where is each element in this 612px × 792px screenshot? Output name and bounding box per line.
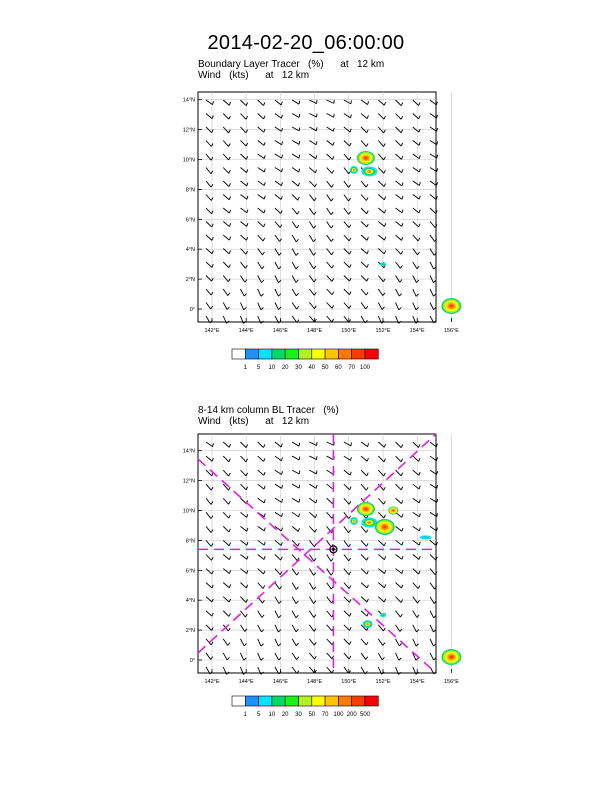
crosshair-center-dot bbox=[332, 548, 335, 551]
colorbar-label: 5 bbox=[256, 365, 261, 371]
lon-tick-label: 148°E bbox=[307, 328, 323, 334]
colorbar-label: 1 bbox=[243, 712, 247, 718]
colorbar-swatch bbox=[312, 349, 325, 359]
colorbar-swatch bbox=[259, 349, 272, 359]
tracer-contour bbox=[383, 526, 386, 529]
map-frame bbox=[198, 434, 436, 673]
lat-tick-label: 10°N bbox=[182, 157, 195, 164]
lon-tick-label: 142°E bbox=[204, 679, 220, 685]
colorbar-swatch bbox=[325, 349, 338, 359]
colorbar-label: 50 bbox=[308, 712, 316, 718]
tracer-contour bbox=[450, 656, 453, 659]
tracer-blob-north-east bbox=[388, 507, 398, 515]
wind-barb-feather bbox=[299, 127, 300, 130]
colorbar-label: 100 bbox=[333, 712, 344, 718]
colorbar-label: 50 bbox=[321, 365, 329, 371]
colorbar-swatch bbox=[365, 696, 378, 706]
colorbar-swatch bbox=[299, 696, 312, 706]
colorbar-swatch bbox=[365, 349, 378, 359]
panel1-colorbar bbox=[220, 345, 400, 385]
tracer-contour bbox=[366, 623, 369, 625]
lat-tick-label: 2°N bbox=[185, 628, 195, 635]
wind-barb-feather bbox=[299, 114, 300, 117]
lon-tick-label: 148°E bbox=[307, 679, 323, 685]
lon-tick-label: 146°E bbox=[272, 328, 288, 334]
tracer-blob-west bbox=[350, 166, 358, 174]
wind-barb-feather bbox=[351, 442, 352, 445]
wind-barb-feather bbox=[436, 115, 437, 118]
wind-barb-feather bbox=[437, 513, 438, 516]
colorbar-swatch bbox=[338, 349, 351, 359]
tracer-contour bbox=[367, 170, 371, 173]
lon-tick-label: 154°E bbox=[409, 328, 425, 334]
panel2-colorbar bbox=[220, 692, 400, 732]
tracer-contour bbox=[364, 157, 367, 159]
tracer-blob-north bbox=[357, 151, 375, 165]
colorbar-label: 70 bbox=[321, 712, 329, 718]
lat-tick-label: 8°N bbox=[185, 538, 195, 545]
colorbar-label: 40 bbox=[308, 365, 316, 371]
wind-barb-feather bbox=[299, 141, 300, 144]
wind-barb-feather bbox=[437, 155, 438, 158]
colorbar-swatch bbox=[338, 696, 351, 706]
tracer-contour bbox=[382, 614, 385, 616]
panel1-subtitle-line2: Wind (kts) at 12 km bbox=[198, 70, 310, 81]
colorbar-label: 60 bbox=[335, 365, 342, 371]
colorbar-swatch bbox=[312, 696, 325, 706]
colorbar-swatch bbox=[245, 349, 258, 359]
tracer-contour bbox=[450, 305, 453, 308]
lat-tick-label: 8°N bbox=[185, 187, 195, 194]
wind-barb-feather bbox=[437, 471, 438, 474]
lat-tick-label: 12°N bbox=[182, 478, 195, 485]
panel2-subtitle-line1: 8-14 km column BL Tracer (%) bbox=[198, 405, 339, 416]
panel1-subtitle-line1: Boundary Layer Tracer (%) at 12 km bbox=[198, 59, 385, 70]
lat-tick-label: 14°N bbox=[182, 97, 195, 104]
tracer-contour bbox=[423, 536, 429, 538]
lat-tick-label: 0° bbox=[189, 658, 195, 664]
colorbar-swatch bbox=[272, 349, 285, 359]
colorbar-label: 100 bbox=[359, 365, 371, 371]
wind-barb-feather bbox=[437, 499, 438, 502]
colorbar-label: 30 bbox=[295, 365, 302, 371]
lat-tick-label: 6°N bbox=[185, 217, 195, 224]
tracer-blob-core bbox=[375, 519, 395, 535]
tracer-blob-east bbox=[420, 535, 432, 539]
tracer-blob-equator bbox=[441, 649, 461, 665]
tracer-blob-equator bbox=[441, 298, 461, 314]
colorbar-swatch bbox=[325, 696, 338, 706]
wind-barb-feather bbox=[437, 141, 438, 144]
panel2-subtitle-line2: Wind (kts) at 12 km bbox=[198, 416, 310, 427]
lat-tick-label: 10°N bbox=[182, 508, 195, 515]
lon-tick-label: 150°E bbox=[341, 679, 357, 685]
main-title: 2014-02-20_06:00:00 bbox=[207, 32, 405, 54]
tracer-blob-small bbox=[380, 613, 386, 617]
colorbar-swatch bbox=[299, 349, 312, 359]
wind-barb-feather bbox=[437, 128, 438, 131]
colorbar-label: 20 bbox=[281, 365, 289, 371]
lon-tick-label: 150°E bbox=[341, 328, 357, 334]
wind-barb-feather bbox=[334, 114, 335, 117]
lon-tick-label: 152°E bbox=[375, 679, 391, 685]
colorbar-label: 1 bbox=[243, 365, 247, 371]
tracer-contour bbox=[392, 510, 394, 511]
wind-barb-feather bbox=[436, 457, 437, 460]
colorbar-swatch bbox=[259, 696, 272, 706]
wind-barb-feather bbox=[437, 485, 438, 488]
tracer-blob-north bbox=[357, 502, 375, 516]
panel1-map bbox=[160, 85, 459, 345]
panel2-map bbox=[160, 430, 459, 692]
colorbar-label: 5 bbox=[256, 712, 261, 718]
wind-barb-feather bbox=[437, 182, 438, 185]
lat-tick-label: 0° bbox=[189, 307, 195, 313]
colorbar-swatch bbox=[272, 696, 285, 706]
colorbar-label: 70 bbox=[348, 365, 356, 371]
tracer-contour bbox=[353, 520, 355, 522]
colorbar-swatch bbox=[285, 696, 298, 706]
tracer-contour bbox=[382, 263, 385, 265]
lat-tick-label: 14°N bbox=[182, 448, 195, 455]
colorbar-label: 500 bbox=[359, 712, 371, 718]
colorbar-label: 20 bbox=[281, 712, 289, 718]
lat-tick-label: 12°N bbox=[182, 127, 195, 134]
wind-barb-feather bbox=[299, 485, 300, 488]
wind-barb-feather bbox=[437, 168, 438, 171]
colorbar-swatch bbox=[232, 349, 245, 359]
colorbar-label: 10 bbox=[268, 365, 276, 371]
lon-tick-label: 156°E bbox=[443, 328, 459, 334]
tracer-contour bbox=[353, 169, 355, 171]
tracer-contour bbox=[367, 521, 371, 524]
colorbar-swatch bbox=[352, 696, 365, 706]
wind-barb-feather bbox=[299, 471, 300, 474]
wind-barb-feather bbox=[316, 470, 317, 473]
tracer-blob-west bbox=[350, 517, 358, 525]
lat-tick-label: 2°N bbox=[185, 277, 195, 284]
colorbar-label: 10 bbox=[268, 712, 276, 718]
colorbar-swatch bbox=[232, 696, 245, 706]
lon-tick-label: 146°E bbox=[272, 679, 288, 685]
tracer-blob-mid bbox=[361, 166, 377, 176]
lat-tick-label: 4°N bbox=[185, 598, 195, 605]
tracer-blob-south bbox=[363, 620, 373, 628]
colorbar-label: 30 bbox=[295, 712, 302, 718]
tracer-blob-small bbox=[380, 262, 386, 266]
lon-tick-label: 142°E bbox=[204, 328, 220, 334]
wind-barb-feather bbox=[316, 127, 317, 130]
lon-tick-label: 156°E bbox=[443, 679, 459, 685]
lat-tick-label: 6°N bbox=[185, 568, 195, 575]
lon-tick-label: 154°E bbox=[409, 679, 425, 685]
lat-tick-label: 4°N bbox=[185, 247, 195, 254]
wind-barb-feather bbox=[299, 457, 300, 460]
tracer-contour bbox=[364, 508, 367, 510]
lon-tick-label: 144°E bbox=[238, 328, 254, 334]
colorbar-swatch bbox=[352, 349, 365, 359]
map-frame bbox=[198, 92, 436, 322]
wind-barb-feather bbox=[351, 100, 352, 103]
lon-tick-label: 152°E bbox=[375, 328, 391, 334]
wind-barb-feather bbox=[437, 528, 438, 531]
colorbar-label: 200 bbox=[346, 712, 357, 718]
colorbar-swatch bbox=[285, 349, 298, 359]
colorbar-swatch bbox=[245, 696, 258, 706]
lon-tick-label: 144°E bbox=[238, 679, 254, 685]
